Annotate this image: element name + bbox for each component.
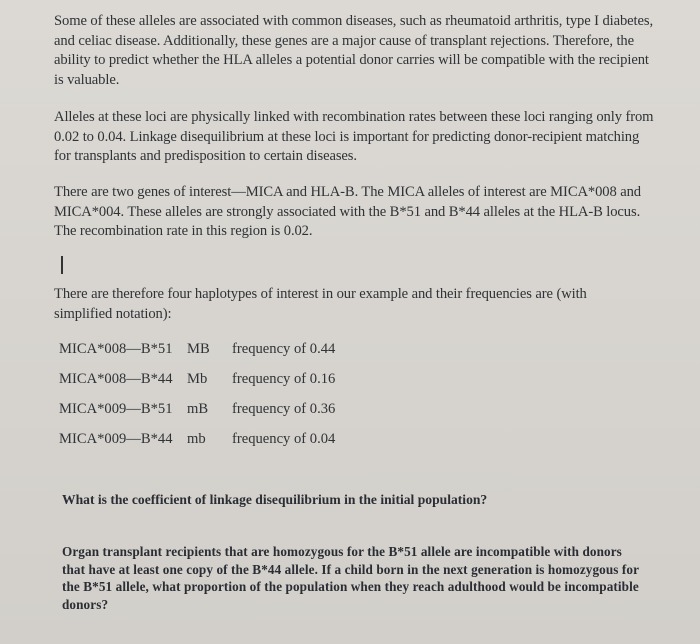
haplotype-row [59,370,459,400]
haplotype-name: MICA*008—B*44 [59,371,173,387]
haplotype-list [59,340,459,460]
haplotype-frequency: frequency of 0.16 [232,371,336,387]
paragraph-haplotypes-intro: There are therefore four haplotypes of interest in our example and their frequencies are (with simplified notation): [54,286,587,322]
paragraph-disease-association: Some of these alleles are associated with common diseases, such as rheumatoid arthritis, type I diabetes, and celiac disease. Additionally, these genes are a major cause of transplant rejections. Therefore, the ability to predict whether the HLA alleles a potential donor carries will be compatible with the recipient is valuable. [54,13,654,88]
question-linkage-disequilibrium: What is the coefficient of linkage disequilibrium in the initial population? [62,492,488,507]
haplotype-code: mb [187,431,206,447]
paragraph-linkage: Alleles at these loci are physically linked with recombination rates between these loci ranging only from 0.02 to 0.04. Linkage disequilibrium at these loci is important for predicting donor-recipient matching for transplants and predisposition to certain diseases. [54,109,654,164]
haplotype-name: MICA*009—B*51 [59,401,173,417]
haplotype-code: Mb [187,371,208,387]
haplotype-frequency: frequency of 0.44 [232,341,336,357]
haplotype-row [59,430,459,460]
haplotype-row [59,400,459,430]
haplotype-name: MICA*008—B*51 [59,341,173,357]
haplotype-code: mB [187,401,209,417]
paragraph-genes-of-interest: There are two genes of interest—MICA and HLA-B. The MICA alleles of interest are MICA*008 and MICA*004. These alleles are strongly associated with the B*51 and B*44 alleles at the HLA-B locus. The recombination rate in this region is 0.02. [54,184,641,239]
text-cursor [61,256,63,274]
haplotype-frequency: frequency of 0.04 [232,431,336,447]
haplotype-frequency: frequency of 0.36 [232,401,336,417]
haplotype-row [59,340,459,370]
haplotype-code: MB [187,341,210,357]
haplotype-name: MICA*009—B*44 [59,431,173,447]
question-transplant-compatibility: Organ transplant recipients that are homozygous for the B*51 allele are incompatible with donors that have at least one copy of the B*44 allele. If a child born in the next generation is homozygous for the B*51 allele, what proportion of the population when they reach adulthood would be incompatible donors? [62,544,639,612]
